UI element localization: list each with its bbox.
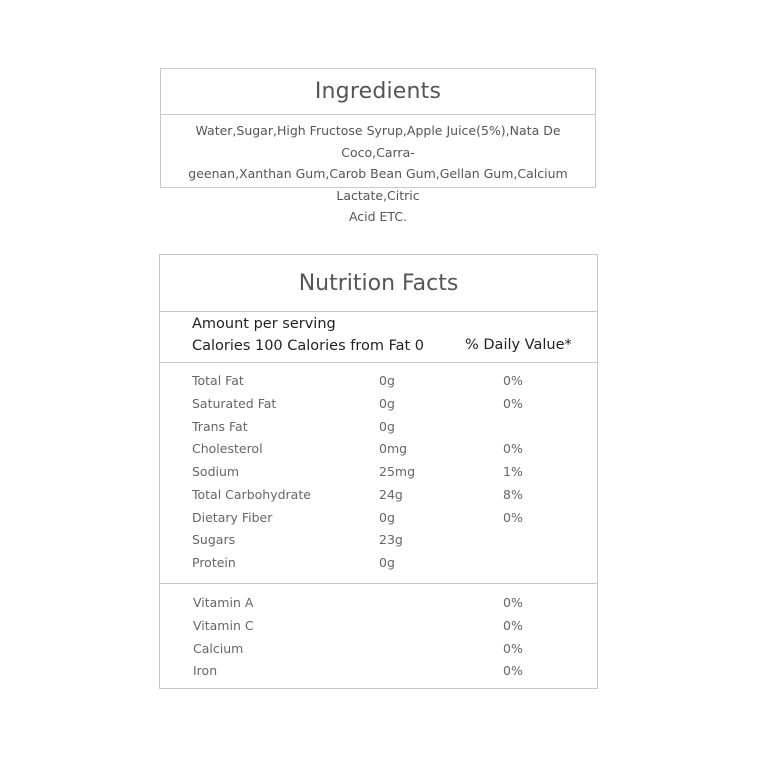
ingredients-line: Water,Sugar,High Fructose Syrup,Apple Juice(5%),Nata De Coco,Carra- (195, 123, 561, 160)
calories-line: Calories 100 Calories from Fat 0 (192, 338, 425, 354)
nutrient-amount: 23g (379, 532, 403, 548)
ingredients-text (161, 115, 595, 228)
nutrient-amount: 0mg (379, 441, 408, 457)
vitamin-name: Vitamin A (193, 595, 254, 610)
nutrient-name: Sugars (192, 532, 236, 548)
vitamin-name: Iron (193, 663, 218, 679)
nutrient-name: Cholesterol (192, 441, 263, 457)
nutrient-daily-value: 1% (503, 464, 523, 479)
vitamin-row-vitamin-c (160, 615, 597, 638)
nutrient-amount: 0g (379, 555, 395, 570)
nutrient-name: Trans Fat (192, 418, 248, 434)
nutrient-daily-value: 0% (503, 441, 523, 457)
ingredients-panel (160, 68, 596, 224)
nutrient-name: Protein (192, 555, 236, 570)
nutrient-row-dietary-fiber (160, 507, 597, 530)
nutrient-row-protein (160, 552, 597, 575)
nutrient-row-trans-fat (160, 416, 597, 439)
nutrient-amount: 0g (379, 373, 395, 388)
vitamin-row-vitamin-a (160, 592, 597, 615)
nutrient-row-saturated-fat (160, 393, 597, 416)
nutrient-name: Sodium (192, 464, 240, 479)
nutrient-amount: 0g (379, 395, 395, 411)
nutrient-amount: 25mg (379, 464, 416, 479)
nutrients-table (160, 363, 597, 584)
nutrition-facts-panel (159, 254, 598, 689)
vitamin-row-calcium (160, 638, 597, 661)
vitamin-daily-value: 0% (503, 595, 523, 610)
amount-per-serving: Amount per serving (192, 316, 336, 332)
nutrient-daily-value: 0% (503, 395, 523, 411)
nutrient-row-sodium (160, 461, 597, 484)
vitamin-daily-value: 0% (503, 617, 523, 633)
nutrient-name: Saturated Fat (192, 395, 277, 411)
ingredients-line: Acid ETC. (348, 209, 408, 224)
nutrient-daily-value: 8% (503, 486, 523, 502)
daily-value-header: % Daily Value* (465, 337, 572, 353)
nutrient-amount: 24g (379, 486, 403, 502)
vitamin-daily-value: 0% (503, 640, 523, 656)
vitamins-table (160, 584, 597, 683)
nutrient-name: Total Fat (192, 373, 244, 388)
ingredients-title: Ingredients (161, 69, 595, 115)
nutrient-name: Total Carbohydrate (192, 486, 311, 502)
vitamin-name: Vitamin C (193, 617, 254, 633)
vitamin-name: Calcium (193, 640, 244, 656)
nutrient-amount: 0g (379, 509, 395, 525)
vitamin-daily-value: 0% (503, 663, 523, 679)
vitamin-row-iron (160, 660, 597, 683)
serving-info (160, 312, 597, 363)
nutrient-row-sugars (160, 529, 597, 552)
nutrient-row-total-fat (160, 370, 597, 393)
nutrient-daily-value: 0% (503, 373, 523, 388)
nutrition-facts-title: Nutrition Facts (160, 255, 597, 312)
nutrient-row-cholesterol (160, 438, 597, 461)
ingredients-line: geenan,Xanthan Gum,Carob Bean Gum,Gellan Gum,Calcium Lactate,Citric (188, 166, 568, 203)
nutrient-amount: 0g (379, 418, 395, 434)
nutrient-daily-value: 0% (503, 509, 523, 525)
nutrient-name: Dietary Fiber (192, 509, 273, 525)
nutrient-row-total-carbohydrate (160, 484, 597, 507)
